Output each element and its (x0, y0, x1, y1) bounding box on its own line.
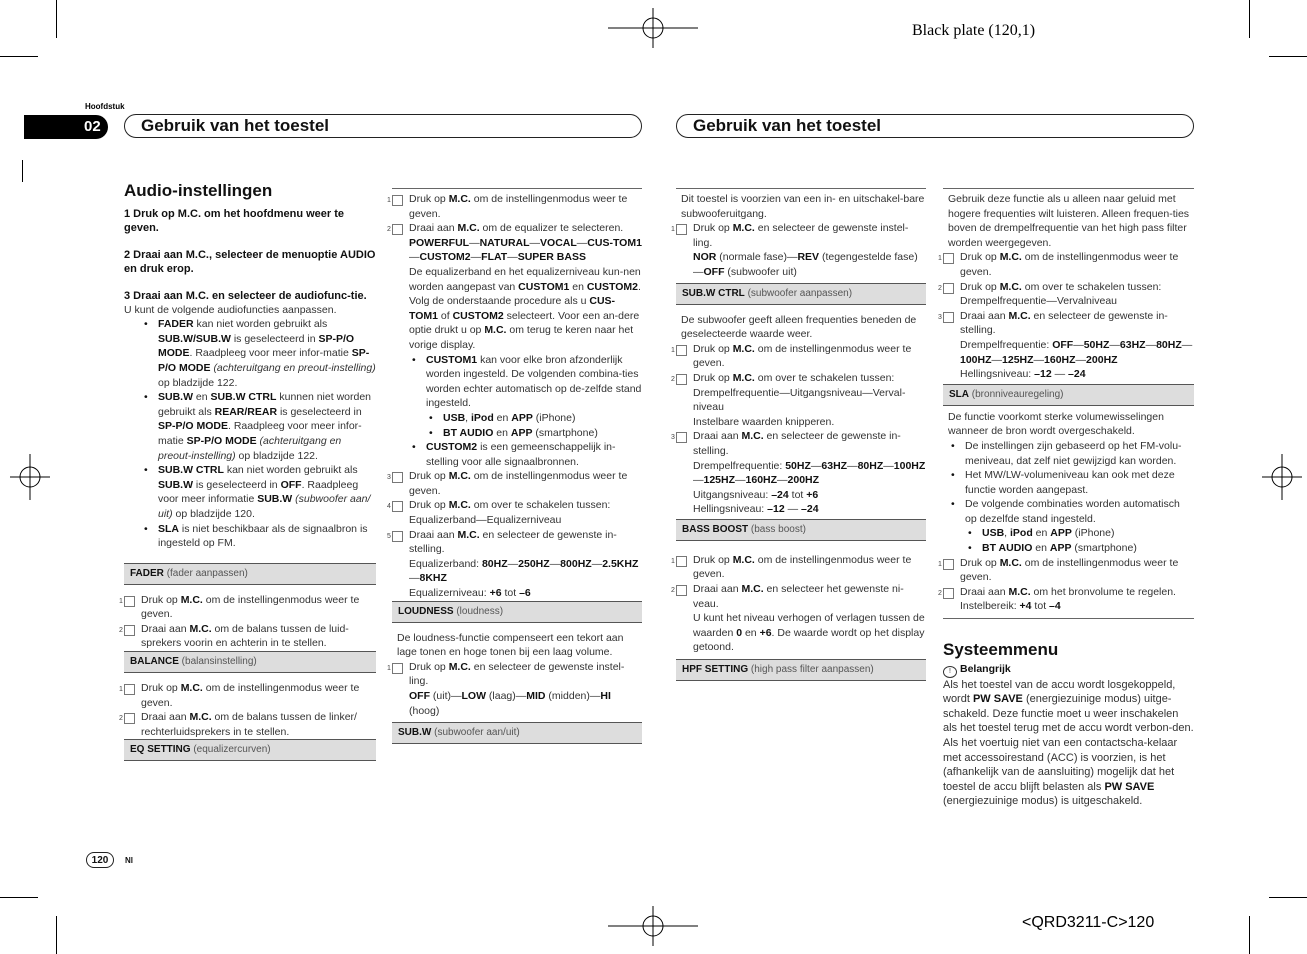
subw-section-bar (392, 722, 642, 744)
left-page-header (124, 114, 642, 138)
important-icon: ! (943, 666, 957, 678)
section-heading-audio: Audio-instellingen (124, 181, 273, 200)
custom-notes-list (392, 353, 642, 470)
eq-section-bar (124, 739, 376, 761)
balance-step-2: 2 Draai aan M.C. om de balans tussen de linker/ rechterluidsprekers in te stellen. (119, 711, 357, 738)
sla-step-1: 1 Druk op M.C. om de instellingenmodus weer te geven. (938, 556, 1179, 584)
balance-title: BALANCE (130, 656, 179, 668)
eq-title: EQ SETTING (130, 744, 191, 756)
bass-step-1: 1 Druk op M.C. om de instellingenmodus weer te geven. (671, 553, 912, 581)
chapter-number-tab (24, 115, 108, 139)
hpf-subtitle: (high pass filter aanpassen) (750, 664, 874, 676)
fader-subtitle: (fader aanpassen) (166, 567, 248, 579)
bass-step-2: 2 Draai aan M.C. en selecteer het gewenste ni-veau. U kunt het niveau verhogen of verlagen tussen de waarden 0 en +6. De waarde wordt op het display getoond. (671, 583, 925, 654)
crop-mark (1249, 916, 1250, 954)
list-item: • BT AUDIO en APP (smartphone) (443, 426, 642, 441)
eq-step-4: 4 Druk op M.C. om over te schakelen tussen: Equalizerband—Equalizerniveau (387, 499, 611, 527)
list-item: • FADER kan niet worden gebruikt als SUB.W/SUB.W is geselecteerd in SP-P/O MODE. Raadpleeg voor meer infor-matie SP-P/O MODE (achteruitgang en preout-instelling) op bladzijde 122. (158, 317, 376, 390)
audio-notes-list (124, 317, 376, 551)
balance-subtitle: (balansinstelling) (181, 656, 257, 668)
sla-notes-list (943, 439, 1194, 556)
crop-mark (56, 0, 57, 38)
eq-step-5: 5 Draai aan M.C. en selecteer de gewenste in-stelling. Equalizerband: 80HZ—250HZ—800HZ—2.5KHZ—8KHZ Equalizerniveau: +6 tot –6 (387, 528, 639, 600)
column-4 (938, 188, 1194, 809)
crop-mark (56, 916, 57, 954)
balance-step-1: 1 Druk op M.C. om de instellingenmodus weer te geven. (119, 682, 360, 709)
subw-ctrl-step-2: 2 Druk op M.C. om over te schakelen tussen: Drempelfrequentie—Uitgangsniveau—Verval-niveau Instelbare waarden knipperen. (671, 371, 906, 428)
column-3 (671, 188, 926, 681)
registration-target-icon (1262, 454, 1302, 500)
list-item: • CUSTOM1 kan voor elke bron afzonderlijk worden ingesteld. De volgenden combina-ties worden echter automatisch op de-zelfde stand ingesteld. • USB, iPod en APP (iPhone) • BT AUDIO en APP (smartphone) (426, 353, 642, 441)
hpf-step-2: 2 Druk op M.C. om over te schakelen tussen: Drempelfrequentie—Vervalniveau (938, 280, 1162, 308)
sla-title: SLA (949, 388, 969, 400)
subw-ctrl-step-1: 1 Druk op M.C. om de instellingenmodus weer te geven. (671, 342, 912, 370)
plate-label: Black plate (120,1) (912, 22, 1036, 39)
audio-intro: U kunt de volgende audiofuncties aanpassen. (124, 303, 337, 316)
sla-intro: De functie voorkomt sterke volumewisselingen wanneer de bron wordt overgeschakeld. (948, 410, 1164, 438)
subw-subtitle: (subwoofer aan/uit) (434, 727, 520, 739)
step-1: 1 Druk op M.C. om het hoofdmenu weer te geven. (124, 207, 345, 234)
subw-ctrl-step-3: 3 Draai aan M.C. en selecteer de gewenste in-stelling. Drempelfrequentie: 50HZ—63HZ—80HZ—100HZ—125HZ—160HZ—200HZ Uitgangsniveau: –24 tot +6 Hellingsniveau: –12 — –24 (671, 430, 926, 516)
important-label: Belangrijk (960, 662, 1011, 675)
list-item: • De volgende combinaties worden automatisch op dezelfde stand ingesteld. • USB, iPod en APP (iPhone) • BT AUDIO en APP (smartphone) (965, 497, 1194, 555)
document-code: <QRD3211-C>120 (1022, 914, 1155, 931)
hpf-title: HPF SETTING (682, 664, 749, 676)
loudness-intro: De loudness-functie compenseert een tekort aan lage tonen en hoge tonen bij een laag volume. (397, 631, 624, 659)
crop-mark (1249, 0, 1250, 38)
eq-step-3: 3 Druk op M.C. om de instellingenmodus weer te geven. (387, 470, 628, 497)
right-page-header (676, 114, 1194, 138)
step-2: 2 Draai aan M.C., selecteer de menuoptie AUDIO en druk erop. (124, 248, 376, 275)
bass-boost-title: BASS BOOST (682, 523, 749, 535)
subw-ctrl-section-bar (676, 283, 926, 305)
bass-boost-subtitle: (bass boost) (750, 523, 806, 535)
step-3: 3 Draai aan M.C. en selecteer de audiofunc-tie. (124, 289, 367, 302)
crop-mark (1269, 56, 1307, 57)
page-number: 120 (86, 852, 114, 868)
eq-subtitle: (equalizercurven) (193, 744, 271, 756)
right-header-title: Gebruik van het toestel (693, 116, 881, 135)
list-item: • Het MW/LW-volumeniveau kan ook met deze functie worden aangepast. (965, 468, 1194, 497)
registration-target-icon (10, 454, 50, 500)
subw-step-1: 1 Druk op M.C. en selecteer de gewenste instel-ling. NOR (normale fase)—REV (tegengestelde fase)—OFF (subwoofer uit) (671, 222, 918, 278)
list-item: • SUB.W CTRL kan niet worden gebruikt als SUB.W is geselecteerd in OFF. Raadpleeg voor meer informatie SUB.W (subwoofer aan/ uit) op bladzijde 120. (158, 463, 376, 521)
loudness-section-bar (392, 601, 642, 623)
crop-mark (1269, 897, 1307, 898)
fader-step-1: 1 Druk op M.C. om de instellingenmodus weer te geven. (119, 593, 360, 621)
crop-mark (22, 160, 23, 182)
subw-ctrl-intro: De subwoofer geeft alleen frequenties beneden de geselecteerde waarde weer. (681, 313, 917, 341)
hpf-section-bar (676, 659, 926, 681)
hpf-step-3: 3 Draai aan M.C. en selecteer de gewenste in-stelling. Drempelfrequentie: OFF—50HZ—63HZ—80HZ—100HZ—125HZ—160HZ—200HZ Hellingsniveau: –12 — –24 (938, 309, 1193, 381)
eq-step-2: 2 Draai aan M.C. om de equalizer te selecteren. POWERFUL—NATURAL—VOCAL—CUS-TOM1—CUSTOM2—FLAT—SUPER BASS De equalizerband en het equalizerniveau kun-nen worden aangepast van CUSTOM1 en CUSTOM2. Volg de onderstaande procedure als u CUS-TOM1 of CUSTOM2 selecteert. Voor een an-dere optie drukt u op M.C. om terug te keren naar het vorige display. (387, 222, 642, 351)
list-item: • SUB.W en SUB.W CTRL kunnen niet worden gebruikt als REAR/REAR is geselecteerd in SP-P/O MODE. Raadpleeg voor meer infor-matie SP-P/O MODE (achteruitgang en preout-instelling) op bladzijde 122. (158, 390, 376, 463)
subw-ctrl-title: SUB.W CTRL (682, 287, 745, 299)
list-item: • BT AUDIO en APP (smartphone) (982, 541, 1194, 556)
bass-boost-section-bar (676, 519, 926, 541)
column-1 (119, 181, 376, 761)
list-item: • De instellingen zijn gebaseerd op het FM-volu-meniveau, dat zelf niet gewijzigd kan worden. (965, 439, 1194, 468)
loudness-title: LOUDNESS (398, 605, 454, 617)
system-important-text: Als het toestel van de accu wordt losgekoppeld, wordt PW SAVE (energiezuinige modus) uitge-schakeld. Deze functie moet u weer inschakelen als het toestel terug met de accu wordt verbon-den. Als het voertuig niet van een contactscha-kelaar met accessoirestand (ACC) is voorzien, is het (afhankelijk van de aansluiting) mogelijk dat het toestel de accu blijft belasten als PW SAVE (energiezuinige modus) is uitgeschakeld. (943, 678, 1194, 808)
chapter-number: 02 (84, 118, 101, 135)
chapter-label: Hoofdstuk (85, 102, 125, 111)
sla-step-2: 2 Draai aan M.C. om het bronvolume te regelen. Instelbereik: +4 tot –4 (938, 585, 1176, 613)
registration-target-icon (608, 906, 698, 946)
list-item: • SLA is niet beschikbaar als de signaalbron is ingesteld op FM. (158, 522, 376, 551)
sla-section-bar (943, 384, 1194, 406)
list-item: • USB, iPod en APP (iPhone) (982, 526, 1194, 541)
list-item: • USB, iPod en APP (iPhone) (443, 411, 642, 426)
section-heading-system: Systeemmenu (943, 640, 1059, 660)
sla-subtitle: (bronniveauregeling) (971, 388, 1064, 400)
loudness-step-1: 1 Druk op M.C. en selecteer de gewenste instel-ling. OFF (uit)—LOW (laag)—MID (midden)—HI (hoog) (387, 660, 625, 717)
fader-step-2: 2 Draai aan M.C. om de balans tussen de luid-sprekers voorin en achterin in te stellen. (119, 622, 349, 650)
left-header-title: Gebruik van het toestel (141, 116, 329, 135)
hpf-step-1: 1 Druk op M.C. om de instellingenmodus weer te geven. (938, 251, 1179, 278)
crop-mark (0, 56, 38, 57)
column-2 (387, 188, 642, 744)
fader-section-bar (124, 563, 376, 585)
fader-title: FADER (130, 567, 164, 579)
hpf-intro: Gebruik deze functie als u alleen naar geluid met hogere frequenties wilt luisteren. Alleen frequen-ties boven de drempelfrequentie van het high pass filter worden weergegeven. (948, 193, 1190, 249)
eq-step-1: 1 Druk op M.C. om de instellingenmodus weer te geven. (387, 193, 628, 220)
subw-ctrl-subtitle: (subwoofer aanpassen) (747, 287, 853, 299)
subw-intro: Dit toestel is voorzien van een in- en uitschakel-bare subwooferuitgang. (681, 193, 925, 220)
subw-title: SUB.W (398, 727, 432, 739)
balance-section-bar (124, 651, 376, 673)
language-code: Nl (125, 856, 133, 865)
list-item: • CUSTOM2 is een gemeenschappelijk in-stelling voor alle signaalbronnen. (426, 440, 642, 469)
registration-target-icon (608, 8, 698, 48)
crop-mark (0, 897, 38, 898)
loudness-subtitle: (loudness) (456, 605, 504, 617)
